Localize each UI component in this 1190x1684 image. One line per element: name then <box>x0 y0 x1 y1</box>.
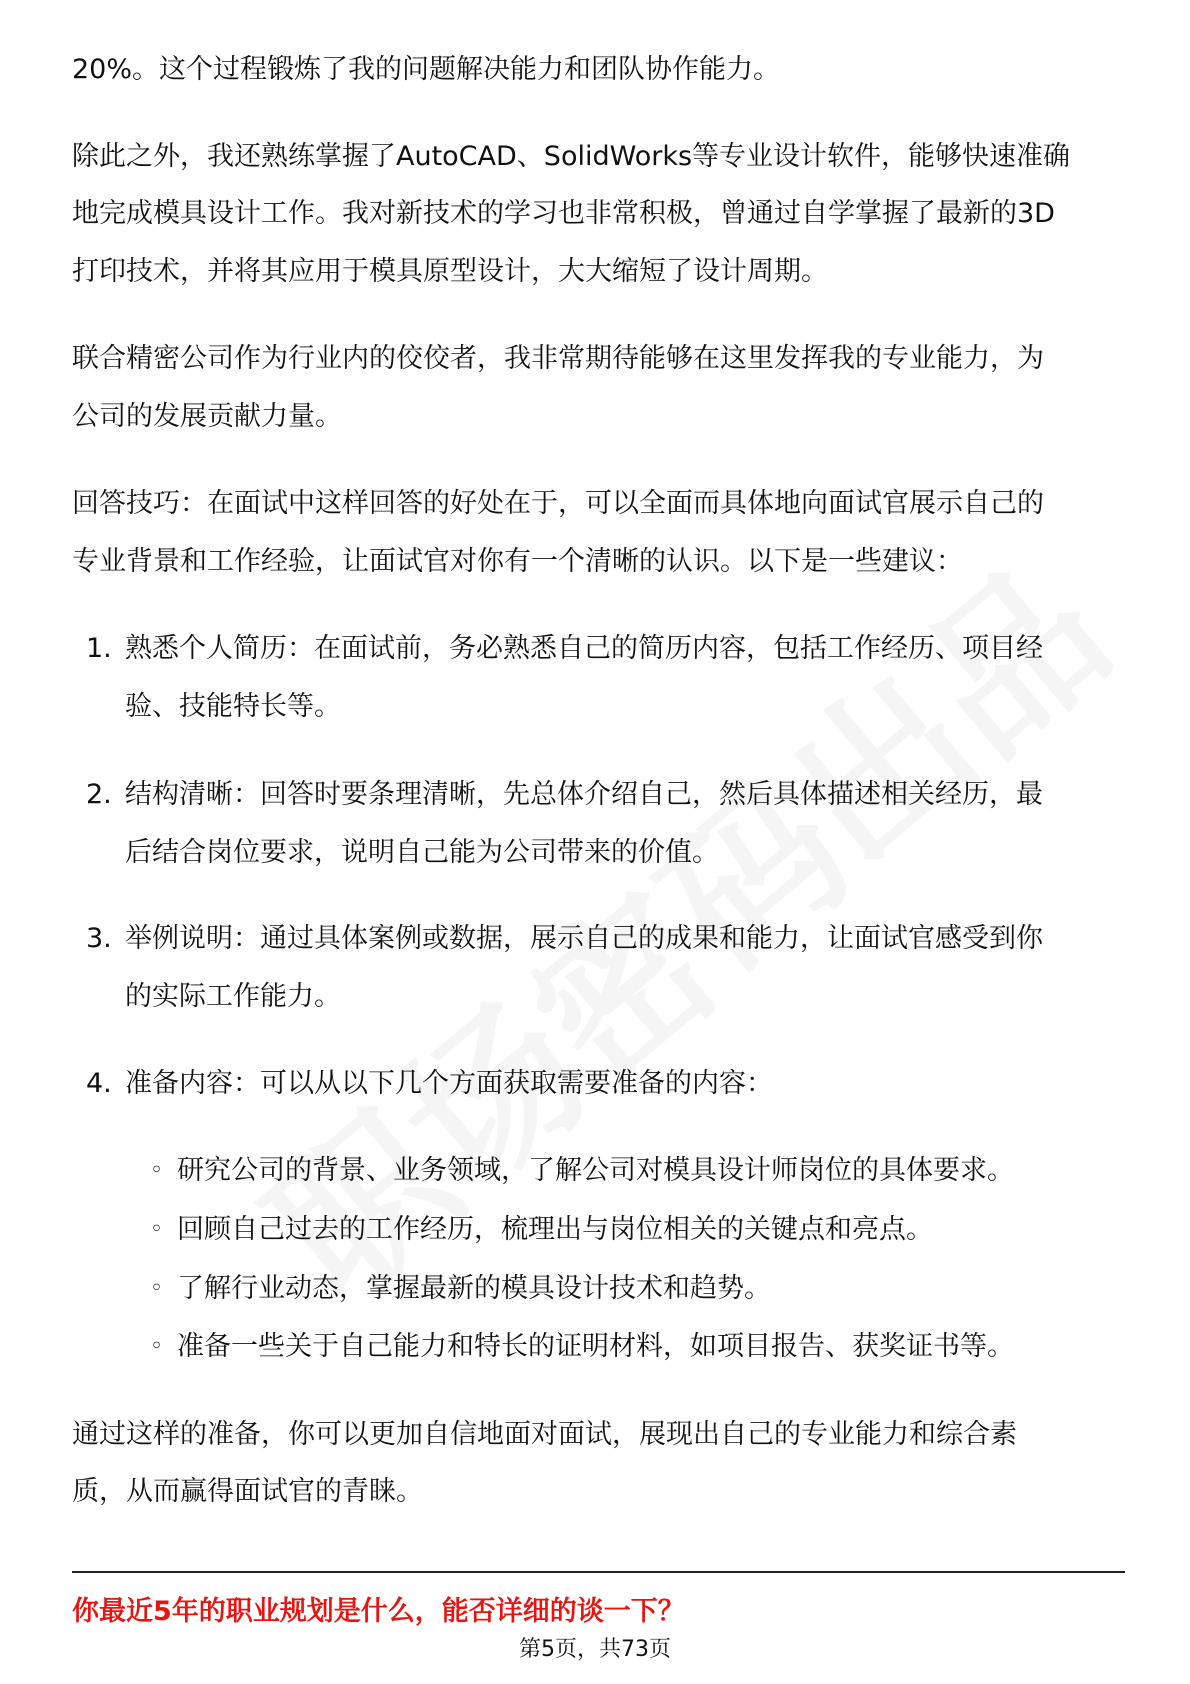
list-number: 2. <box>86 779 112 810</box>
text-line: 联合精密公司作为行业内的佼佼者，我非常期待能够在这里发挥我的专业能力，为 <box>72 343 1044 374</box>
next-question-heading: 你最近5年的职业规划是什么，能否详细的谈一下？ <box>72 1596 685 1627</box>
list-number: 4. <box>86 1068 112 1099</box>
list-number: 1. <box>86 633 112 664</box>
text-line: 的实际工作能力。 <box>125 981 341 1012</box>
text-line: 地完成模具设计工作。我对新技术的学习也非常积极，曾通过自学掌握了最新的3D <box>72 198 1055 229</box>
text-line: 回答技巧：在面试中这样回答的好处在于，可以全面而具体地向面试官展示自己的 <box>72 488 1044 519</box>
text-line: 熟悉个人简历：在面试前，务必熟悉自己的简历内容，包括工作经历、项目经 <box>125 633 1043 664</box>
text-line: 20%。这个过程锻炼了我的问题解决能力和团队协作能力。 <box>72 54 781 85</box>
bullet-icon: ◦ <box>150 1334 163 1359</box>
bullet-icon: ◦ <box>150 1276 163 1301</box>
text-line: 通过这样的准备，你可以更加自信地面对面试，展现出自己的专业能力和综合素 <box>72 1419 1017 1450</box>
section-divider <box>72 1571 1125 1573</box>
list-number: 3. <box>86 923 112 954</box>
text-line: 除此之外，我还熟练掌握了AutoCAD、SolidWorks等专业设计软件，能够快速准确 <box>72 141 1071 172</box>
text-line: 公司的发展贡献力量。 <box>72 401 342 432</box>
text-line: 专业背景和工作经验，让面试官对你有一个清晰的认识。以下是一些建议： <box>72 546 963 577</box>
bullet-item: 了解行业动态，掌握最新的模具设计技术和趋势。 <box>177 1273 771 1304</box>
text-line: 结构清晰：回答时要条理清晰，先总体介绍自己，然后具体描述相关经历，最 <box>125 779 1043 810</box>
bullet-icon: ◦ <box>150 1158 163 1183</box>
bullet-icon: ◦ <box>150 1217 163 1242</box>
bullet-item: 准备一些关于自己能力和特长的证明材料，如项目报告、获奖证书等。 <box>177 1331 1014 1362</box>
text-line: 举例说明：通过具体案例或数据，展示自己的成果和能力，让面试官感受到你 <box>125 923 1043 954</box>
text-line: 质，从而赢得面试官的青睐。 <box>72 1476 423 1507</box>
text-line: 打印技术，并将其应用于模具原型设计，大大缩短了设计周期。 <box>72 256 828 287</box>
bullet-item: 研究公司的背景、业务领域，了解公司对模具设计师岗位的具体要求。 <box>177 1155 1014 1186</box>
page-footer: 第5页，共73页 <box>519 1637 671 1662</box>
text-line: 验、技能特长等。 <box>125 691 341 722</box>
text-line: 后结合岗位要求，说明自己能为公司带来的价值。 <box>125 837 719 868</box>
text-line: 准备内容：可以从以下几个方面获取需要准备的内容： <box>125 1068 773 1099</box>
bullet-item: 回顾自己过去的工作经历，梳理出与岗位相关的关键点和亮点。 <box>177 1214 933 1245</box>
